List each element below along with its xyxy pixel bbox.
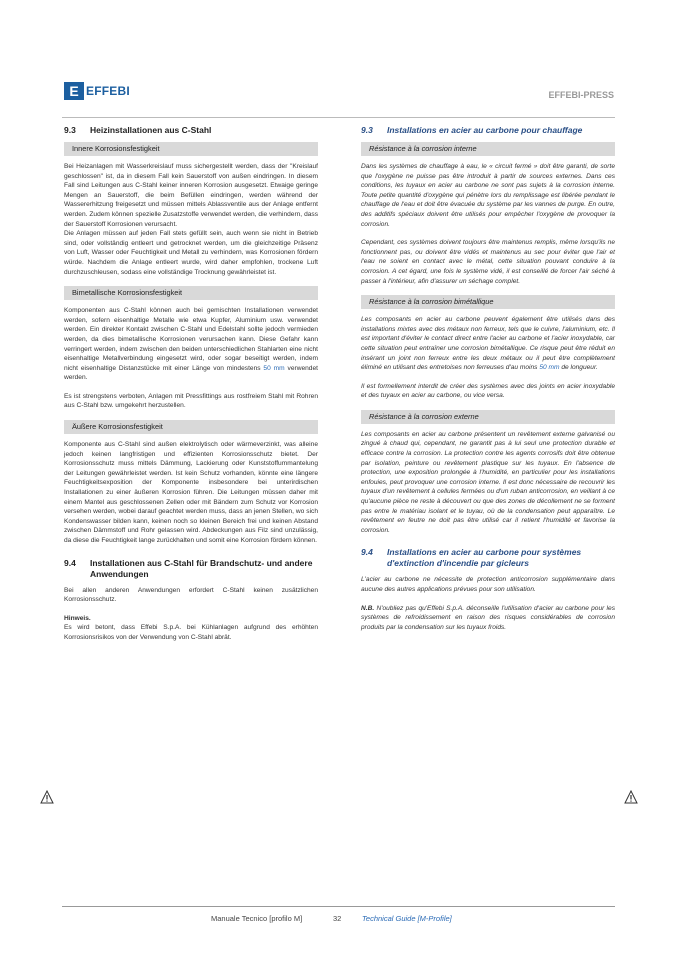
paragraph: Il est formellement interdit de créer des systèmes avec des joints en acier inoxydable et des tuyaux en acier au carbone, ou vice versa.: [361, 382, 615, 400]
section-title: Installations en acier au carbone pour systèmes d'extinction d'incendie par gicleurs: [387, 547, 582, 569]
footer-right-label: Technical Guide [M-Profile]: [362, 914, 452, 923]
german-column: [64, 125, 318, 643]
bimetallic-corrosion-heading: Résistance à la corrosion bimétallique: [361, 295, 615, 309]
note-label: N.B.: [361, 604, 375, 612]
external-corrosion-heading: Äußere Korrosionsfestigkeit: [64, 420, 318, 434]
paragraph: Les composants en acier au carbone peuvent également être utilisés dans des installations mixtes avec des métaux non ferreux, tels que le cuivre, l'aluminium, etc. Il est important d'éviter le contact direct entre l'acier au carbone et l'acier inoxydable, car cette situation peut entraîner une corrosion bimétallique. Ce risque peut être réduit en insérant un joint non ferreux entre les deux métaux ou il peut être complètement éliminé en utilisant des entretoises non ferreuses d'au moins 50 mm de longueur.: [361, 316, 615, 372]
warning-triangle-icon: [624, 790, 638, 804]
inner-corrosion-heading: Résistance à la corrosion interne: [361, 142, 615, 156]
section-number: 9.4: [64, 557, 76, 568]
footer-left-label: Manuale Tecnico [profilo M]: [211, 914, 303, 923]
effebi-press-label: EFFEBI-PRESS: [548, 90, 614, 100]
section-9-4-heading: [64, 558, 318, 580]
paragraph: Komponenten aus C-Stahl können auch bei gemischten Installationen verwendet werden, sofern eisenhaltige Metalle wie etwa Kupfer, Aluminium usw. verwendet werden. Ein direkter Kontakt zwischen C-Stahl und Edelstahl sollte jedoch vermieden werden, da dies bimetallische Korrosionen verursachen kann. Diese Gefahr kann verringert werden, indem zwischen den beiden unterschiedlichen Stahlarten eine nicht eisenhaltige Metallverbindung eingesetzt wird, oder sogar beseitigt werden, indem nicht eisenhaltige Distanzstücke mit einer Länge von mindestens 50 mm verwendet werden.: [64, 307, 318, 382]
measurement-highlight: 50 mm: [539, 364, 560, 372]
paragraph: Dans les systèmes de chauffage à eau, le « circuit fermé » doit être garanti, de sorte que l'oxygène ne puisse pas être introduit à partir de sources externes. Dans ces conditions, les tuyaux en acier au carbone ne sont pas sujets à la corrosion interne. Toute petite quantité d'oxygène qui pénètre lors du remplissage est libérée pendant le chauffage de l'eau et doit être évacuée du système par les vannes de purge. En outre, des additifs spéciaux doivent être utilisés pour empêcher l'oxygène de provoquer la corrosion.: [361, 163, 615, 228]
french-column: [361, 125, 615, 632]
logo-text: EFFEBI: [86, 84, 130, 98]
section-title: Installationen aus C-Stahl für Brandschutz- und andere Anwendungen: [90, 557, 313, 579]
note-paragraph: N.B. N'oubliez pas qu'Effebi S.p.A. déconseille l'utilisation d'acier au carbone pour les systèmes de refroidissement en raison des risques considérables de corrosion produits par la condensation sur les tuyaux froids.: [361, 604, 615, 631]
section-number: 9.3: [361, 125, 373, 135]
measurement-highlight: 50 mm: [263, 364, 285, 372]
section-title: Heizinstallationen aus C-Stahl: [90, 125, 212, 135]
note-label: Hinweis.: [64, 614, 91, 622]
paragraph: Cependant, ces systèmes doivent toujours être maintenus remplis, même lorsqu'ils ne fonctionnent pas, ou doivent être vidés et maintenus au sec pour éviter que l'air et l'eau ne soient en contact avec le métal, cette situation pouvant conduire à la corrosion. A cet égard, une fois le système vidé, il est conseillé de forcer l'air séché à passer à l'intérieur, afin d'assurer un séchage complet.: [361, 239, 615, 285]
header-divider: [62, 117, 615, 118]
paragraph: Bei Heizanlagen mit Wasserkreislauf muss sichergestellt werden, dass der "Kreislauf geschlossen" ist, da in diesem Fall kein Sauerstoff von außen eindringen. In diesem Fall sind Leitungen aus C-Stahl keiner inneren Korrosion ausgesetzt. Etwaige geringe Mengen an Sauerstoff, die beim Befüllen eindringen, werden während der Wassererhitzung freigesetzt und müssen mittels Ablassventile aus der Anlage entfernt werden. Zudem können spezielle Zusatzstoffe verwendet werden, die verhindern, dass der Sauerstoff Korrosionen verursacht.: [64, 163, 318, 228]
page-number: 32: [333, 914, 342, 923]
external-corrosion-heading: Résistance à la corrosion externe: [361, 410, 615, 424]
bimetallic-corrosion-heading: Bimetallische Korrosionsfestigkeit: [64, 286, 318, 300]
effebi-logo: [64, 82, 130, 100]
paragraph: Komponente aus C-Stahl sind außen elektrolytisch oder wärmeverzinkt, was alleine jedoch keinen langfristigen und effizienten Korrosionsschutz bietet. Der Korrosionsschutz muss mittels Dämmung, Lackierung oder Kunststoffummantelung der Leitungen gewährleistet werden. Ist kein Schutz vorhanden, könnte eine längere Feuchtigkeitsexposition der Komponente insbesondere bei unterirdischen Installationen zu einer äußeren Korrosion führen. Die Leitungen müssen daher mit einem Mantel aus geschlossenen Zellen oder mit Bändern zum Schutz vor Korrosion versehen werden, wobei darauf geachtet werden muss, dass an jenen Stellen, wo sich Kondenswasser bilden kann, keinen noch so kleinen Bereich frei und keinen Abstand zwischen Dämmstoff und Rohr gelassen wird. Abdeckungen aus Filz sind unzulässig, da diese die Feuchtigkeit lange zurückhalten und somit eine Korrosion fördern können.: [64, 441, 318, 544]
footer-divider: [62, 906, 615, 907]
paragraph: Die Anlagen müssen auf jeden Fall stets gefüllt sein, auch wenn sie nicht in Betrieb sind, oder vollständig entleert und getrocknet werden, um die gleichzeitige Präsenz von Luft, Wasser oder Feuchtigkeit und Metall zu verhindern, was Korrosionen fördern würde. Nachdem die Anlage entleert wurde, wird daher empfohlen, trockene Luft durchzuschleusen, sodass eine vollständige Trocknung gewährleistet ist.: [64, 230, 318, 276]
paragraph: Es ist strengstens verboten, Anlagen mit Pressfittings aus rostfreiem Stahl mit Rohren aus C-Stahl bzw. umgekehrt herzustellen.: [64, 392, 318, 410]
note-paragraph: Hinweis. Es wird betont, dass Effebi S.p.A. bei Kühlanlagen aufgrund des erhöhten Korrosionsrisikos von der Verwendung von C-Stahl abrät.: [64, 614, 318, 641]
logo-mark: E: [64, 82, 84, 100]
section-9-3-heading: [64, 125, 318, 136]
paragraph: L'acier au carbone ne nécessite de protection anticorrosion supplémentaire dans aucune des autres applications prévues pour son utilisation.: [361, 576, 615, 593]
paragraph: Bei allen anderen Anwendungen erfordert C-Stahl keinen zusätzlichen Korrosionsschutz.: [64, 586, 318, 604]
section-number: 9.4: [361, 547, 373, 558]
section-9-4-heading: [361, 547, 615, 569]
section-9-3-heading: [361, 125, 615, 136]
inner-corrosion-heading: Innere Korrosionsfestigkeit: [64, 142, 318, 156]
paragraph: Les composants en acier au carbone présentent un revêtement externe galvanisé ou zingué à chaud qui, cependant, ne garantit pas à lui seul une protection durable et efficace contre la corrosion. La protection contre les agents corrosifs doit être obtenue par isolation, peinture ou revêtement plastique sur les tuyaux. En l'absence de protection, une exposition prolongée à l'humidité, en particulier pour les installations enfouies, peut provoquer une corrosion interne. Il est donc nécessaire de recouvrir les tuyaux d'un revêtement à cellules fermées ou d'un ruban anticorrosion, en veillant à ce qu'aucune pièce ne reste à découvert ou que des zones de décollement ne se forment pas entre le matériau isolant et le tuyau, où de la condensation peut apparaître. Le revêtement en feutre ne doit pas être utilisé car il retient l'humidité et favorise la corrosion.: [361, 430, 615, 534]
section-number: 9.3: [64, 125, 76, 135]
section-title: Installations en acier au carbone pour chauffage: [387, 125, 583, 135]
warning-triangle-icon: [40, 790, 54, 804]
